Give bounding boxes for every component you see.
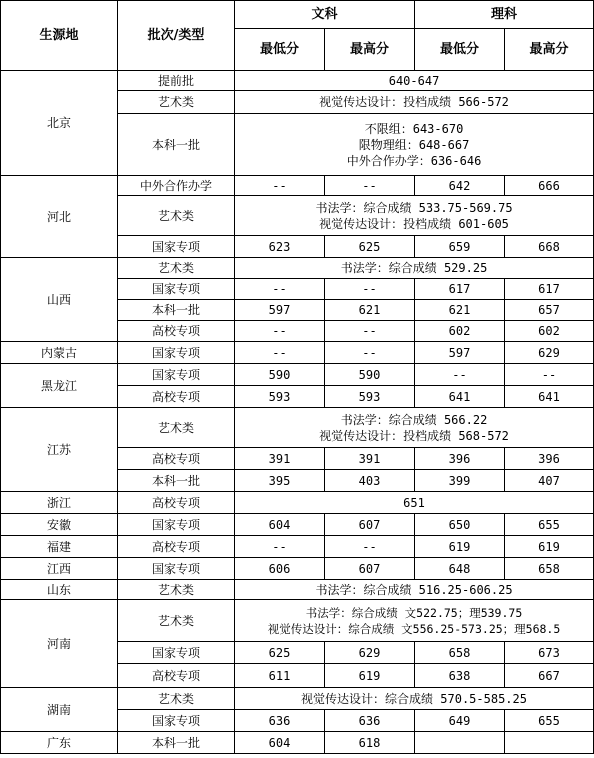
score-cell: 649: [415, 710, 505, 732]
score-cell: 655: [505, 514, 594, 536]
score-cell: 641: [415, 386, 505, 408]
score-cell: --: [325, 342, 415, 364]
region-cell: 黑龙江: [1, 364, 118, 408]
score-cell: 602: [415, 321, 505, 342]
score-cell: 641: [505, 386, 594, 408]
header-wenke-min: 最低分: [235, 29, 325, 71]
score-cell: 668: [505, 236, 594, 258]
merged-score-cell: [235, 408, 594, 448]
score-cell: 625: [235, 642, 325, 664]
score-cell: 657: [505, 300, 594, 321]
batch-cell: 高校专项: [118, 321, 235, 342]
score-cell: 606: [235, 558, 325, 580]
score-cell: 399: [415, 470, 505, 492]
score-cell: 673: [505, 642, 594, 664]
batch-cell: 艺术类: [118, 688, 235, 710]
score-cell: 590: [325, 364, 415, 386]
header-like-min: 最低分: [415, 29, 505, 71]
region-cell: 河南: [1, 600, 118, 688]
score-cell: 648: [415, 558, 505, 580]
score-cell: --: [325, 279, 415, 300]
score-cell: 607: [325, 514, 415, 536]
score-cell: 403: [325, 470, 415, 492]
score-cell: 638: [415, 664, 505, 688]
score-cell: --: [235, 279, 325, 300]
region-cell: 江苏: [1, 408, 118, 492]
batch-cell: 艺术类: [118, 196, 235, 236]
score-cell: 395: [235, 470, 325, 492]
score-cell: --: [325, 321, 415, 342]
score-cell: 407: [505, 470, 594, 492]
score-line: 书法学：综合成绩 533.75-569.75: [315, 200, 513, 215]
score-cell: 617: [505, 279, 594, 300]
batch-cell: 高校专项: [118, 492, 235, 514]
score-line: 视觉传达设计：投档成绩 568-572: [319, 428, 509, 443]
merged-score-cell: [235, 196, 594, 236]
score-cell: --: [415, 364, 505, 386]
header-wenke-max: 最高分: [325, 29, 415, 71]
score-cell: 619: [415, 536, 505, 558]
batch-cell: 本科一批: [118, 114, 235, 176]
score-cell: 623: [235, 236, 325, 258]
score-cell: 655: [505, 710, 594, 732]
score-cell: [505, 732, 594, 754]
score-cell: 625: [325, 236, 415, 258]
score-cell: --: [325, 176, 415, 196]
batch-cell: 国家专项: [118, 514, 235, 536]
score-cell: 619: [505, 536, 594, 558]
score-cell: 597: [415, 342, 505, 364]
region-cell: 北京: [1, 71, 118, 176]
batch-cell: 国家专项: [118, 364, 235, 386]
score-cell: --: [235, 536, 325, 558]
score-cell: 590: [235, 364, 325, 386]
region-cell: 山东: [1, 580, 118, 600]
region-cell: 福建: [1, 536, 118, 558]
score-cell: 602: [505, 321, 594, 342]
merged-score-cell: 640-647: [235, 71, 594, 91]
batch-cell: 高校专项: [118, 664, 235, 688]
score-cell: 597: [235, 300, 325, 321]
score-cell: 593: [325, 386, 415, 408]
score-line: 不限组：643-670: [364, 121, 464, 136]
score-cell: 629: [505, 342, 594, 364]
score-cell: 391: [325, 448, 415, 470]
score-cell: 667: [505, 664, 594, 688]
score-cell: 666: [505, 176, 594, 196]
region-cell: 山西: [1, 258, 118, 342]
batch-cell: 国家专项: [118, 710, 235, 732]
batch-cell: 中外合作办学: [118, 176, 235, 196]
batch-cell: 高校专项: [118, 536, 235, 558]
score-cell: --: [235, 342, 325, 364]
batch-cell: 国家专项: [118, 342, 235, 364]
score-line: 视觉传达设计：投档成绩 601-605: [319, 216, 509, 231]
score-cell: 396: [505, 448, 594, 470]
score-cell: 636: [325, 710, 415, 732]
merged-score-cell: 651: [235, 492, 594, 514]
merged-score-cell: 视觉传达设计：投档成绩 566-572: [235, 91, 594, 114]
score-cell: [415, 732, 505, 754]
batch-cell: 高校专项: [118, 448, 235, 470]
batch-cell: 艺术类: [118, 580, 235, 600]
score-cell: 604: [235, 514, 325, 536]
score-cell: 619: [325, 664, 415, 688]
score-cell: 593: [235, 386, 325, 408]
region-cell: 湖南: [1, 688, 118, 732]
batch-cell: 艺术类: [118, 258, 235, 279]
score-cell: 621: [325, 300, 415, 321]
batch-cell: 艺术类: [118, 91, 235, 114]
header-like: 理科: [415, 1, 594, 29]
merged-score-cell: [235, 114, 594, 176]
batch-cell: 国家专项: [118, 236, 235, 258]
region-cell: 江西: [1, 558, 118, 580]
score-line: 限物理组：648-667: [358, 137, 470, 152]
batch-cell: 提前批: [118, 71, 235, 91]
score-cell: 629: [325, 642, 415, 664]
merged-score-cell: 书法学：综合成绩 529.25: [235, 258, 594, 279]
score-cell: 621: [415, 300, 505, 321]
score-cell: 658: [415, 642, 505, 664]
header-batch: 批次/类型: [118, 1, 235, 71]
batch-cell: 国家专项: [118, 558, 235, 580]
score-cell: --: [235, 176, 325, 196]
score-line: 书法学：综合成绩 文522.75；理539.75: [305, 605, 523, 620]
score-cell: --: [325, 536, 415, 558]
score-line: 中外合作办学：636-646: [346, 153, 482, 168]
score-cell: --: [235, 321, 325, 342]
region-cell: 河北: [1, 176, 118, 258]
batch-cell: 本科一批: [118, 470, 235, 492]
region-cell: 安徽: [1, 514, 118, 536]
score-cell: --: [505, 364, 594, 386]
score-cell: 659: [415, 236, 505, 258]
score-cell: 391: [235, 448, 325, 470]
score-cell: 658: [505, 558, 594, 580]
score-cell: 396: [415, 448, 505, 470]
score-line: 书法学：综合成绩 566.22: [340, 412, 488, 427]
score-cell: 604: [235, 732, 325, 754]
score-cell: 650: [415, 514, 505, 536]
merged-score-cell: [235, 600, 594, 642]
region-cell: 内蒙古: [1, 342, 118, 364]
batch-cell: 高校专项: [118, 386, 235, 408]
score-cell: 607: [325, 558, 415, 580]
score-line: 视觉传达设计：综合成绩 文556.25-573.25；理568.5: [267, 621, 561, 636]
score-cell: 617: [415, 279, 505, 300]
score-cell: 636: [235, 710, 325, 732]
merged-score-cell: 书法学：综合成绩 516.25-606.25: [235, 580, 594, 600]
region-cell: 广东: [1, 732, 118, 754]
header-origin: 生源地: [1, 1, 118, 71]
region-cell: 浙江: [1, 492, 118, 514]
score-cell: 611: [235, 664, 325, 688]
header-wenke: 文科: [235, 1, 415, 29]
batch-cell: 国家专项: [118, 642, 235, 664]
batch-cell: 国家专项: [118, 279, 235, 300]
merged-score-cell: 视觉传达设计：综合成绩 570.5-585.25: [235, 688, 594, 710]
score-cell: 642: [415, 176, 505, 196]
batch-cell: 本科一批: [118, 300, 235, 321]
header-like-max: 最高分: [505, 29, 594, 71]
batch-cell: 艺术类: [118, 600, 235, 642]
batch-cell: 艺术类: [118, 408, 235, 448]
score-cell: 618: [325, 732, 415, 754]
batch-cell: 本科一批: [118, 732, 235, 754]
